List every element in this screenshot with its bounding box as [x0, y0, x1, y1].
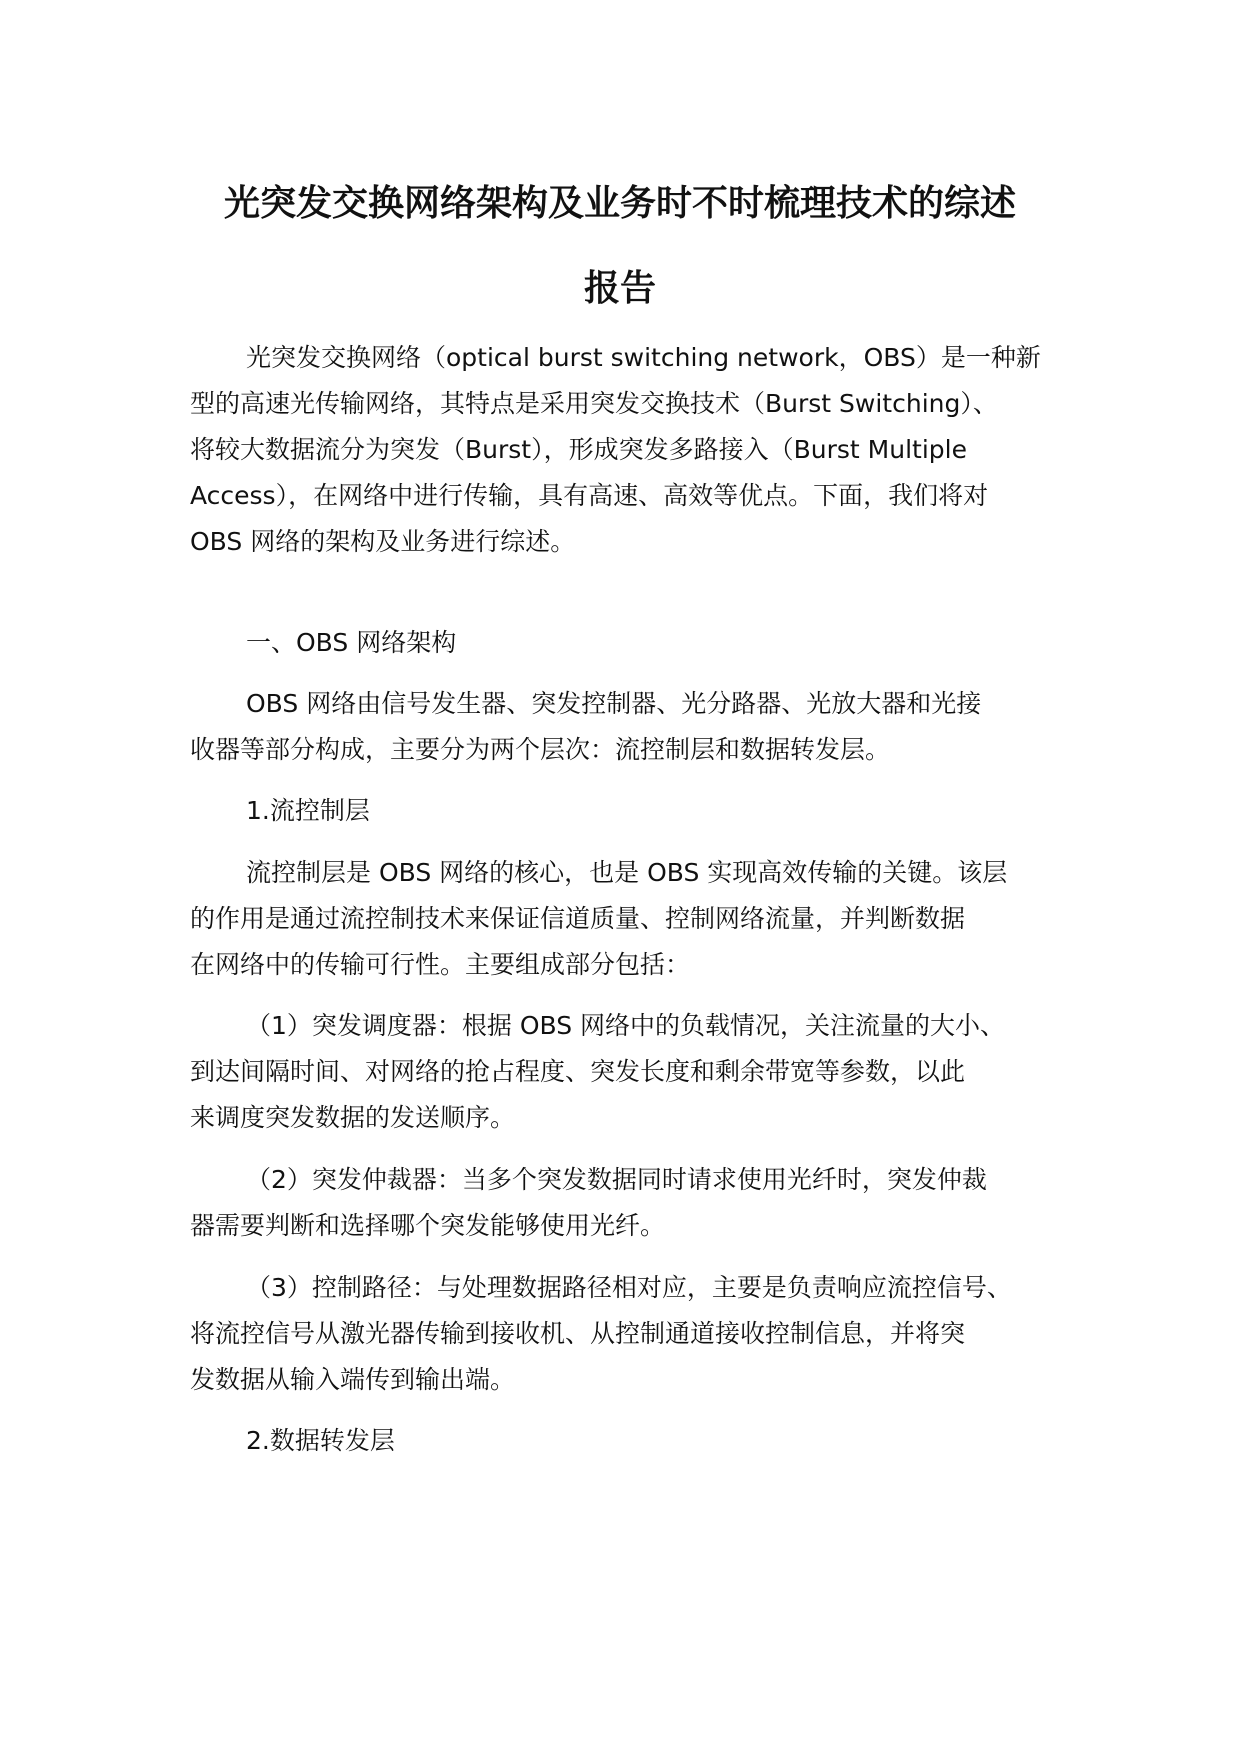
- document-title-line1: 光突发交换网络架构及业务时不时梳理技术的综述: [223, 183, 1016, 224]
- text-line: （1）突发调度器：根据 OBS 网络中的负载情况，关注流量的大小、: [246, 1011, 1006, 1040]
- subsection-heading-flow-control: [190, 788, 1070, 834]
- text-line: 一、OBS 网络架构: [246, 628, 457, 657]
- text-line: 2.数据转发层: [246, 1426, 395, 1455]
- text-line: 发数据从输入端传到输出端。: [190, 1365, 516, 1394]
- text-line: （2）突发仲裁器：当多个突发数据同时请求使用光纤时，突发仲裁: [246, 1165, 987, 1194]
- text-line: 1.流控制层: [246, 796, 370, 825]
- text-line: 的作用是通过流控制技术来保证信道质量、控制网络流量，并判断数据: [190, 904, 966, 933]
- text-line: 将较大数据流分为突发（Burst），形成突发多路接入（Burst Multiple: [190, 435, 967, 464]
- text-line: 将流控信号从激光器传输到接收机、从控制通道接收控制信息，并将突: [190, 1319, 966, 1348]
- section-heading-architecture: [190, 620, 1070, 666]
- list-item-burst-arbiter: [190, 1157, 1070, 1249]
- text-line: 器需要判断和选择哪个突发能够使用光纤。: [190, 1211, 666, 1240]
- text-line: 在网络中的传输可行性。主要组成部分包括：: [190, 950, 691, 979]
- text-line: 收器等部分构成，主要分为两个层次：流控制层和数据转发层。: [190, 735, 891, 764]
- text-line: OBS 网络的架构及业务进行综述。: [190, 527, 576, 556]
- text-line: OBS 网络由信号发生器、突发控制器、光分路器、光放大器和光接: [246, 689, 982, 718]
- text-line: Access），在网络中进行传输，具有高速、高效等优点。下面，我们将对: [190, 481, 989, 510]
- list-item-burst-scheduler: [190, 1003, 1070, 1141]
- text-line: 光突发交换网络（optical burst switching network，OBS）是一种新: [246, 343, 1041, 372]
- text-line: 来调度突发数据的发送顺序。: [190, 1103, 516, 1132]
- text-line: 型的高速光传输网络，其特点是采用突发交换技术（Burst Switching）、: [190, 389, 998, 418]
- text-line: （3）控制路径：与处理数据路径相对应，主要是负责响应流控信号、: [246, 1273, 1012, 1302]
- paragraph-architecture: [190, 681, 1070, 773]
- paragraph-intro: [190, 335, 1070, 565]
- list-item-control-path: [190, 1265, 1070, 1403]
- subsection-heading-data-forwarding: [190, 1418, 1070, 1464]
- document-title-line2: 报告: [583, 268, 656, 309]
- text-line: 流控制层是 OBS 网络的核心，也是 OBS 实现高效传输的关键。该层: [246, 858, 1008, 887]
- paragraph-flow-control: [190, 850, 1070, 988]
- text-line: 到达间隔时间、对网络的抢占程度、突发长度和剩余带宽等参数，以此: [190, 1057, 966, 1086]
